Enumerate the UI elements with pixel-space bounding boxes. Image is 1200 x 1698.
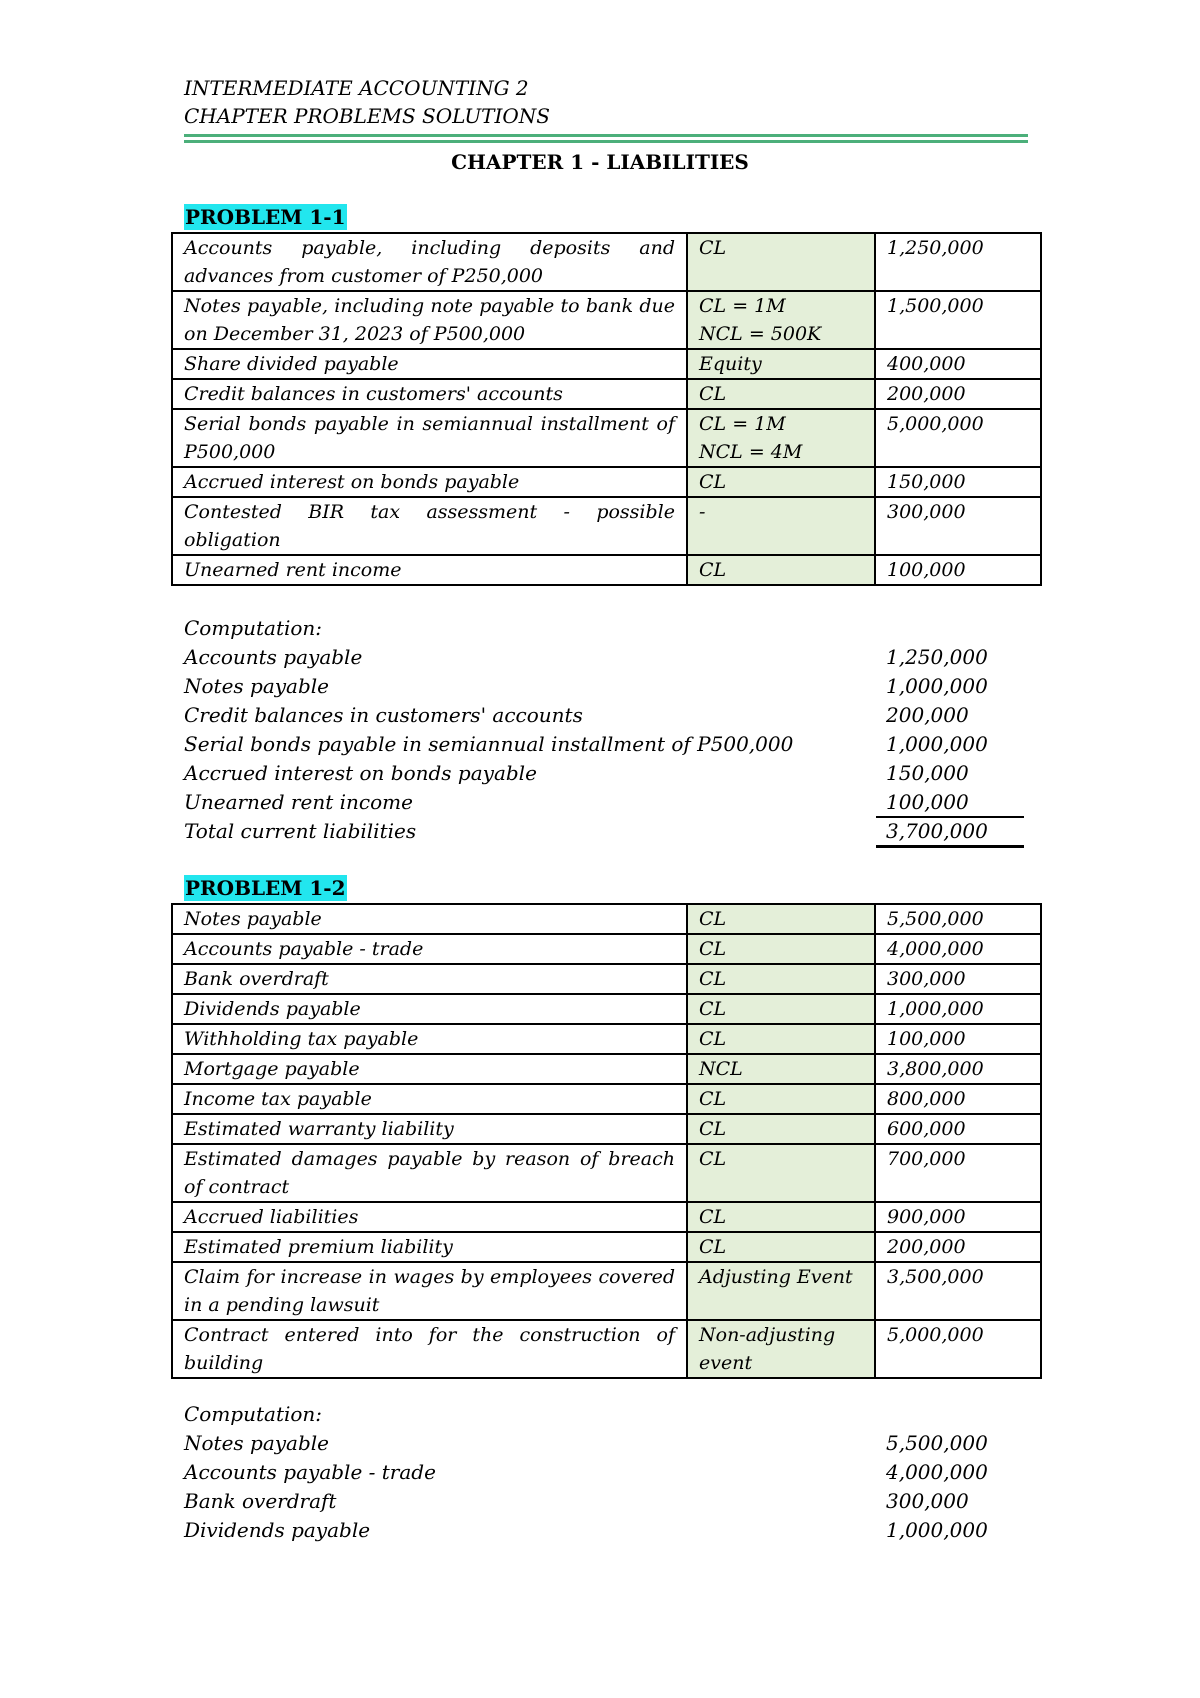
row-amount: 400,000 bbox=[875, 349, 1041, 379]
header-rule-bottom bbox=[184, 140, 1028, 143]
row-description: Share divided payable bbox=[172, 349, 687, 379]
classification-line: CL = 1M bbox=[699, 413, 786, 435]
table-row bbox=[172, 1114, 1041, 1144]
table-row bbox=[172, 994, 1041, 1024]
row-amount: 100,000 bbox=[875, 555, 1041, 585]
computation-line bbox=[184, 643, 1040, 672]
table-row bbox=[172, 1084, 1041, 1114]
row-amount: 5,500,000 bbox=[875, 904, 1041, 934]
table-row bbox=[172, 555, 1041, 585]
table-row bbox=[172, 904, 1041, 934]
row-description: Estimated damages payable by reason of breach of contract bbox=[172, 1144, 687, 1202]
row-classification: CL bbox=[687, 1144, 875, 1202]
row-description: Bank overdraft bbox=[172, 964, 687, 994]
row-amount: 1,250,000 bbox=[875, 233, 1041, 291]
computation-line bbox=[184, 1487, 1040, 1516]
row-amount: 5,000,000 bbox=[875, 409, 1041, 467]
computation-heading: Computation: bbox=[184, 1402, 323, 1426]
row-classification bbox=[687, 555, 875, 585]
table-row bbox=[172, 291, 1041, 349]
computation-label: Credit balances in customers' accounts bbox=[184, 703, 583, 727]
table-row bbox=[172, 379, 1041, 409]
row-classification bbox=[687, 233, 875, 291]
row-classification bbox=[687, 497, 875, 555]
problem-1-1-computation bbox=[184, 614, 1040, 846]
row-description: Estimated warranty liability bbox=[172, 1114, 687, 1144]
row-amount: 1,500,000 bbox=[875, 291, 1041, 349]
row-classification: Non-adjusting event bbox=[687, 1320, 875, 1378]
classification-line: CL bbox=[699, 237, 727, 259]
problem-1-1-title: PROBLEM 1-1 bbox=[185, 205, 346, 229]
row-description: Unearned rent income bbox=[172, 555, 687, 585]
classification-line: CL bbox=[699, 383, 727, 405]
row-description: Dividends payable bbox=[172, 994, 687, 1024]
row-description: Contract entered into for the construction of building bbox=[172, 1320, 687, 1378]
computation-line bbox=[184, 672, 1040, 701]
computation-amount: 100,000 bbox=[886, 790, 969, 814]
row-description: Accounts payable - trade bbox=[172, 934, 687, 964]
table-row bbox=[172, 1232, 1041, 1262]
row-description: Withholding tax payable bbox=[172, 1024, 687, 1054]
row-classification: CL bbox=[687, 1202, 875, 1232]
header-course-title: INTERMEDIATE ACCOUNTING 2 bbox=[184, 76, 529, 100]
row-amount: 1,000,000 bbox=[875, 994, 1041, 1024]
row-classification: NCL bbox=[687, 1054, 875, 1084]
computation-label: Bank overdraft bbox=[184, 1489, 337, 1513]
computation-line bbox=[184, 1429, 1040, 1458]
computation-label: Notes payable bbox=[184, 1431, 330, 1455]
table-row bbox=[172, 1202, 1041, 1232]
row-amount: 200,000 bbox=[875, 1232, 1041, 1262]
computation-total-label: Total current liabilities bbox=[184, 819, 417, 843]
classification-line: NCL = 500K bbox=[699, 323, 822, 345]
row-classification: CL bbox=[687, 1084, 875, 1114]
row-classification: CL bbox=[687, 964, 875, 994]
computation-label: Serial bonds payable in semiannual installment of P500,000 bbox=[184, 732, 794, 756]
header-subtitle: CHAPTER PROBLEMS SOLUTIONS bbox=[184, 104, 551, 128]
computation-label: Unearned rent income bbox=[184, 790, 413, 814]
row-amount: 600,000 bbox=[875, 1114, 1041, 1144]
row-classification bbox=[687, 379, 875, 409]
table-row bbox=[172, 1054, 1041, 1084]
table-row bbox=[172, 1320, 1041, 1378]
problem-1-2-table bbox=[171, 903, 1042, 1379]
row-classification: CL bbox=[687, 1232, 875, 1262]
computation-amount: 4,000,000 bbox=[886, 1460, 988, 1484]
row-amount: 150,000 bbox=[875, 467, 1041, 497]
table-row bbox=[172, 497, 1041, 555]
classification-line: CL bbox=[699, 471, 727, 493]
computation-line bbox=[184, 701, 1040, 730]
computation-line bbox=[184, 759, 1040, 788]
row-amount: 5,000,000 bbox=[875, 1320, 1041, 1378]
computation-amount: 200,000 bbox=[886, 703, 969, 727]
row-classification bbox=[687, 349, 875, 379]
table-row bbox=[172, 409, 1041, 467]
row-amount: 3,800,000 bbox=[875, 1054, 1041, 1084]
computation-amount: 5,500,000 bbox=[886, 1431, 988, 1455]
computation-label: Accounts payable - trade bbox=[184, 1460, 436, 1484]
computation-amount: 1,000,000 bbox=[886, 674, 988, 698]
computation-heading: Computation: bbox=[184, 616, 323, 640]
table-row bbox=[172, 1024, 1041, 1054]
row-description: Accrued liabilities bbox=[172, 1202, 687, 1232]
table-row bbox=[172, 934, 1041, 964]
computation-amount: 150,000 bbox=[886, 761, 969, 785]
classification-line: NCL = 4M bbox=[699, 441, 803, 463]
computation-total-amount: 3,700,000 bbox=[886, 819, 988, 843]
classification-line: CL bbox=[699, 559, 727, 581]
computation-amount: 1,000,000 bbox=[886, 1518, 988, 1542]
row-classification bbox=[687, 409, 875, 467]
row-description: Serial bonds payable in semiannual installment of P500,000 bbox=[172, 409, 687, 467]
row-amount: 900,000 bbox=[875, 1202, 1041, 1232]
row-classification: CL bbox=[687, 934, 875, 964]
row-amount: 200,000 bbox=[875, 379, 1041, 409]
table-row bbox=[172, 1262, 1041, 1320]
row-classification: Adjusting Event bbox=[687, 1262, 875, 1320]
row-amount: 300,000 bbox=[875, 964, 1041, 994]
header-rule-top bbox=[184, 134, 1028, 137]
computation-line bbox=[184, 788, 1040, 817]
row-description: Income tax payable bbox=[172, 1084, 687, 1114]
computation-label: Notes payable bbox=[184, 674, 330, 698]
row-description: Mortgage payable bbox=[172, 1054, 687, 1084]
table-row bbox=[172, 467, 1041, 497]
row-classification bbox=[687, 291, 875, 349]
computation-line bbox=[184, 730, 1040, 759]
classification-line: Equity bbox=[699, 353, 762, 375]
row-classification: CL bbox=[687, 1114, 875, 1144]
row-description: Notes payable bbox=[172, 904, 687, 934]
row-description: Estimated premium liability bbox=[172, 1232, 687, 1262]
row-amount: 3,500,000 bbox=[875, 1262, 1041, 1320]
row-amount: 800,000 bbox=[875, 1084, 1041, 1114]
problem-1-2-title: PROBLEM 1-2 bbox=[185, 876, 346, 900]
row-amount: 100,000 bbox=[875, 1024, 1041, 1054]
row-description: Claim for increase in wages by employees covered in a pending lawsuit bbox=[172, 1262, 687, 1320]
row-classification: CL bbox=[687, 1024, 875, 1054]
row-amount: 300,000 bbox=[875, 497, 1041, 555]
row-description: Accounts payable, including deposits and advances from customer of P250,000 bbox=[172, 233, 687, 291]
row-description: Notes payable, including note payable to bank due on December 31, 2023 of P500,000 bbox=[172, 291, 687, 349]
row-description: Contested BIR tax assessment - possible obligation bbox=[172, 497, 687, 555]
row-description: Accrued interest on bonds payable bbox=[172, 467, 687, 497]
computation-total-line bbox=[184, 817, 1040, 846]
chapter-title: CHAPTER 1 - LIABILITIES bbox=[451, 150, 749, 174]
computation-amount: 300,000 bbox=[886, 1489, 969, 1513]
row-amount: 700,000 bbox=[875, 1144, 1041, 1202]
computation-line bbox=[184, 1516, 1040, 1545]
row-description: Credit balances in customers' accounts bbox=[172, 379, 687, 409]
table-row bbox=[172, 349, 1041, 379]
classification-line: CL = 1M bbox=[699, 295, 786, 317]
computation-label: Dividends payable bbox=[184, 1518, 371, 1542]
problem-1-1-table bbox=[171, 232, 1042, 586]
row-amount: 4,000,000 bbox=[875, 934, 1041, 964]
total-rule bbox=[876, 845, 1024, 848]
computation-amount: 1,000,000 bbox=[886, 732, 988, 756]
row-classification: CL bbox=[687, 994, 875, 1024]
computation-line bbox=[184, 1458, 1040, 1487]
table-row bbox=[172, 1144, 1041, 1202]
computation-amount: 1,250,000 bbox=[886, 645, 988, 669]
table-row bbox=[172, 964, 1041, 994]
problem-1-2-computation bbox=[184, 1400, 1040, 1545]
row-classification bbox=[687, 467, 875, 497]
table-row bbox=[172, 233, 1041, 291]
classification-line: - bbox=[699, 501, 706, 523]
computation-label: Accrued interest on bonds payable bbox=[184, 761, 537, 785]
computation-label: Accounts payable bbox=[184, 645, 363, 669]
row-classification: CL bbox=[687, 904, 875, 934]
